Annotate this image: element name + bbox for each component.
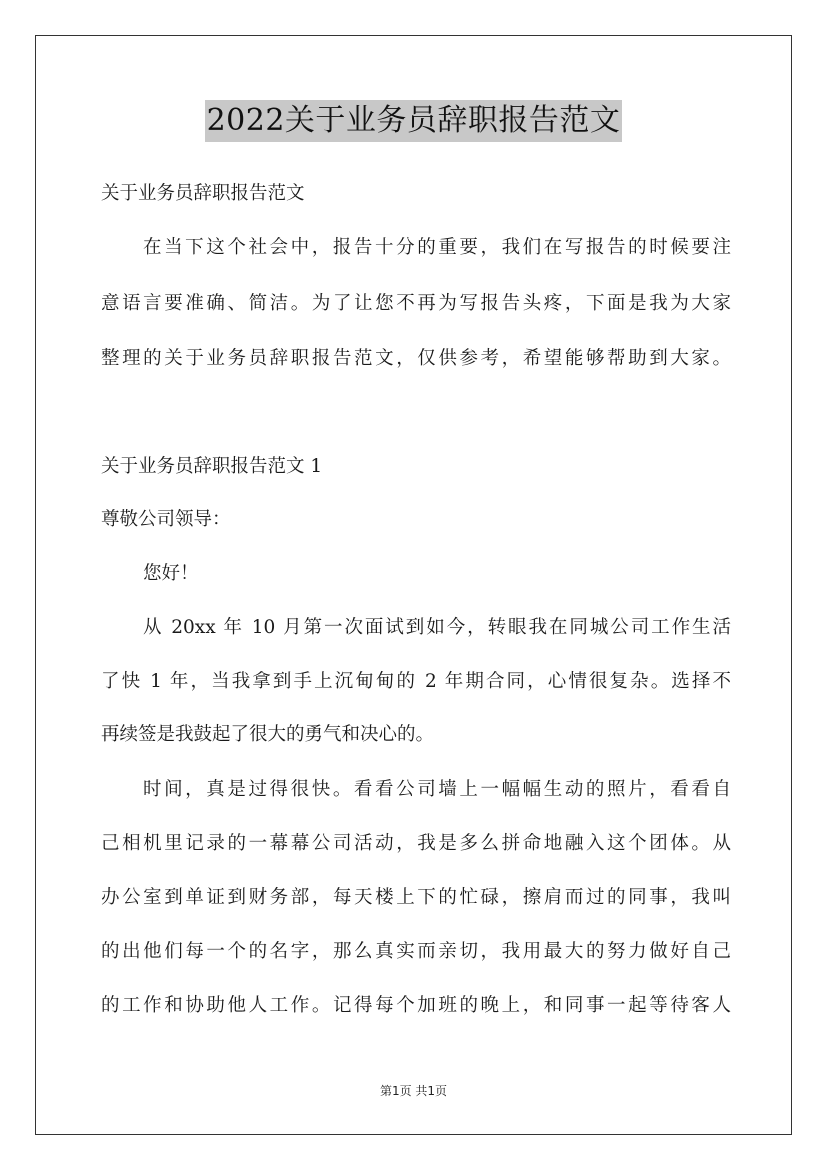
body-paragraph-line: 办公室到单证到财务部，每天楼上下的忙碌，擦肩而过的同事，我叫 (101, 887, 731, 908)
greeting: 您好！ (143, 563, 199, 584)
intro-paragraph-line: 意语言要准确、简洁。为了让您不再为写报告头疼，下面是我为大家 (101, 293, 731, 314)
section-heading: 关于业务员辞职报告范文 (101, 183, 305, 204)
document-title: 2022关于业务员辞职报告范文 (205, 100, 623, 142)
body-paragraph-line: 的工作和协助他人工作。记得每个加班的晚上，和同事一起等待客人 (101, 995, 731, 1016)
page-number: 第1页 共1页 (379, 1084, 448, 1098)
body-paragraph-line: 从 20xx 年 10 月第一次面试到如今，转眼我在同城公司工作生活 (143, 617, 731, 638)
intro-paragraph-line: 整理的关于业务员辞职报告范文，仅供参考，希望能够帮助到大家。 (101, 348, 731, 369)
body-paragraph-line: 再续签是我鼓起了很大的勇气和决心的。 (101, 724, 435, 745)
body-paragraph-line: 己相机里记录的一幕幕公司活动，我是多么拼命地融入这个团体。从 (101, 833, 731, 854)
body-paragraph-line: 了快 1 年，当我拿到手上沉甸甸的 2 年期合同，心情很复杂。选择不 (101, 671, 731, 692)
intro-paragraph-line: 在当下这个社会中，报告十分的重要，我们在写报告的时候要注 (143, 237, 731, 258)
sample-heading: 关于业务员辞职报告范文 1 (101, 456, 323, 477)
salutation: 尊敬公司领导： (101, 509, 231, 530)
body-paragraph-line: 的出他们每一个的名字，那么真实而亲切，我用最大的努力做好自己 (101, 941, 731, 962)
body-paragraph-line: 时间，真是过得很快。看看公司墙上一幅幅生动的照片，看看自 (143, 779, 731, 800)
title-container (0, 100, 827, 142)
